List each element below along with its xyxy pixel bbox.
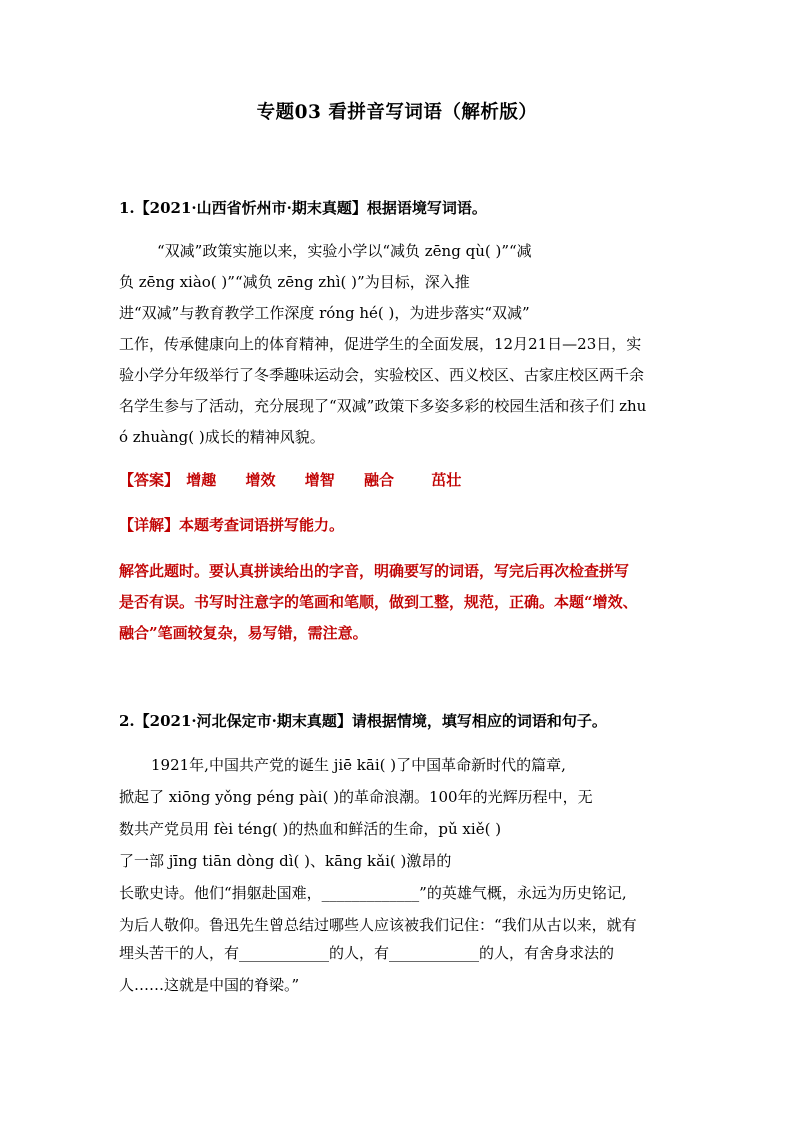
q1-line-1: “双减”政策实施以来，实验小学以“减负 zēng qù( )”“减 (157, 242, 532, 260)
document-title: 专题03 看拼音写词语（解析版） (256, 102, 538, 123)
q2-line-6: 为后人敬仰。鲁迅先生曾总结过哪些人应该被我们记住：“我们从古以来，就有 (119, 916, 637, 934)
explain-line-1: 解答此题时。要认真拼读给出的字音，明确要写的词语，写完后再次检查拼写 (119, 562, 630, 580)
q2-line-5: 长歌史诗。他们“捐躯赴国难，_____________”的英雄气概，永远为历史铭记, (119, 884, 627, 902)
q1-line-3: 进“双减”与教育教学工作深度 róng hé( )，为进步落实“双减” (119, 304, 530, 322)
q2-line-7: 埋头苦干的人，有____________的人，有____________的人，有舍身求法的 (119, 944, 615, 962)
q1-line-7: ó zhuàng( )成长的精神风貌。 (119, 428, 325, 446)
q1-line-5: 验小学分年级举行了冬季趣味运动会，实验校区、西义校区、古家庄校区两千余 (119, 366, 645, 384)
answer-row (119, 470, 461, 490)
answer-word: 增趣 (186, 471, 217, 489)
answer-label: 【答案】 (119, 471, 180, 489)
question-1-heading: 1.【2021·山西省忻州市·期末真题】根据语境写词语。 (119, 199, 487, 217)
q1-line-6: 名学生参与了活动，充分展现了“双减”政策下多姿多彩的校园生活和孩子们 zhu (119, 397, 647, 415)
q2-line-3: 数共产党员用 fèi téng( )的热血和鲜活的生命，pǔ xiě( ) (119, 820, 502, 838)
explain-line-2: 是否有误。书写时注意字的笔画和笔顺，做到工整，规范，正确。本题“增效、 (119, 593, 638, 611)
q1-line-4: 工作，传承健康向上的体育精神，促进学生的全面发展，12月21日—23日，实 (119, 335, 642, 353)
answer-word: 增智 (304, 471, 335, 489)
q2-line-2: 掀起了 xiōng yǒng péng pài( )的革命浪潮。100年的光辉历程中，无 (119, 788, 593, 806)
q2-line-4: 了一部 jīng tiān dòng dì( )、kāng kǎi( )激昂的 (119, 852, 452, 870)
answer-word: 茁壮 (431, 471, 462, 489)
q2-line-8: 人……这就是中国的脊梁。” (119, 976, 300, 994)
q2-line-1: 1921年,中国共产党的诞生 jiē kāi( )了中国革命新时代的篇章, (151, 756, 566, 774)
question-2-heading: 2.【2021·河北保定市·期末真题】请根据情境，填写相应的词语和句子。 (119, 712, 607, 730)
answer-word: 融合 (364, 471, 395, 489)
q1-line-2: 负 zēng xiào( )”“减负 zēng zhì( )”为目标，深入推 (119, 273, 470, 291)
explain-line-3: 融合”笔画较复杂，易写错，需注意。 (119, 624, 368, 642)
answer-word: 增效 (245, 471, 276, 489)
detail-heading: 【详解】本题考查词语拼写能力。 (119, 516, 345, 534)
